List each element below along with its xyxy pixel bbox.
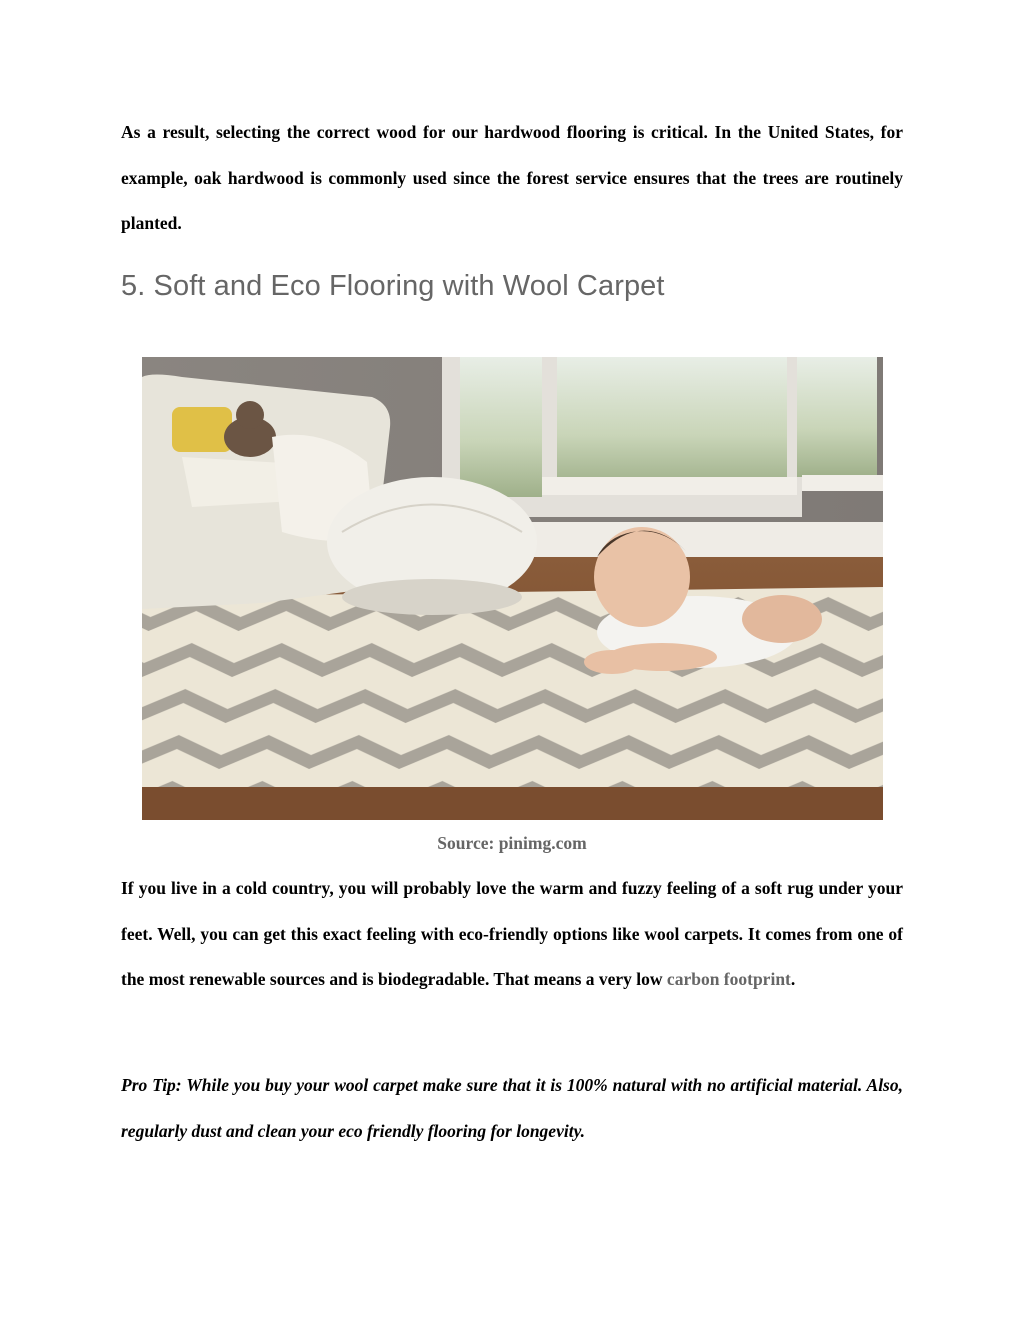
wool-paragraph-trailing: .: [790, 969, 796, 989]
photo-caption: Source: pinimg.com: [437, 833, 587, 853]
carbon-footprint-link[interactable]: carbon footprint: [666, 969, 791, 989]
section-heading: 5. Soft and Eco Flooring with Wool Carpet: [121, 270, 665, 302]
pro-tip-paragraph: Pro Tip: While you buy your wool carpet make sure that it is 100% natural with no artificial material. Also, regularly dust and clean your eco friendly flooring for longevity.: [121, 1075, 903, 1141]
wool-carpet-photo: [142, 357, 883, 820]
wool-paragraph-text: If you live in a cold country, you will probably love the warm and fuzzy feeling of a soft rug under your feet. Well, you can get this exact feeling with eco-friendly options like wool carpets. It comes from one of the most renewable sources and is biodegradable. That means a very low: [121, 878, 903, 989]
wool-paragraph: [121, 866, 903, 1003]
intro-paragraph: As a result, selecting the correct wood for our hardwood flooring is critical. In the United States, for example, oak hardwood is commonly used since the forest service ensures that the trees are routinely planted.: [121, 122, 903, 233]
